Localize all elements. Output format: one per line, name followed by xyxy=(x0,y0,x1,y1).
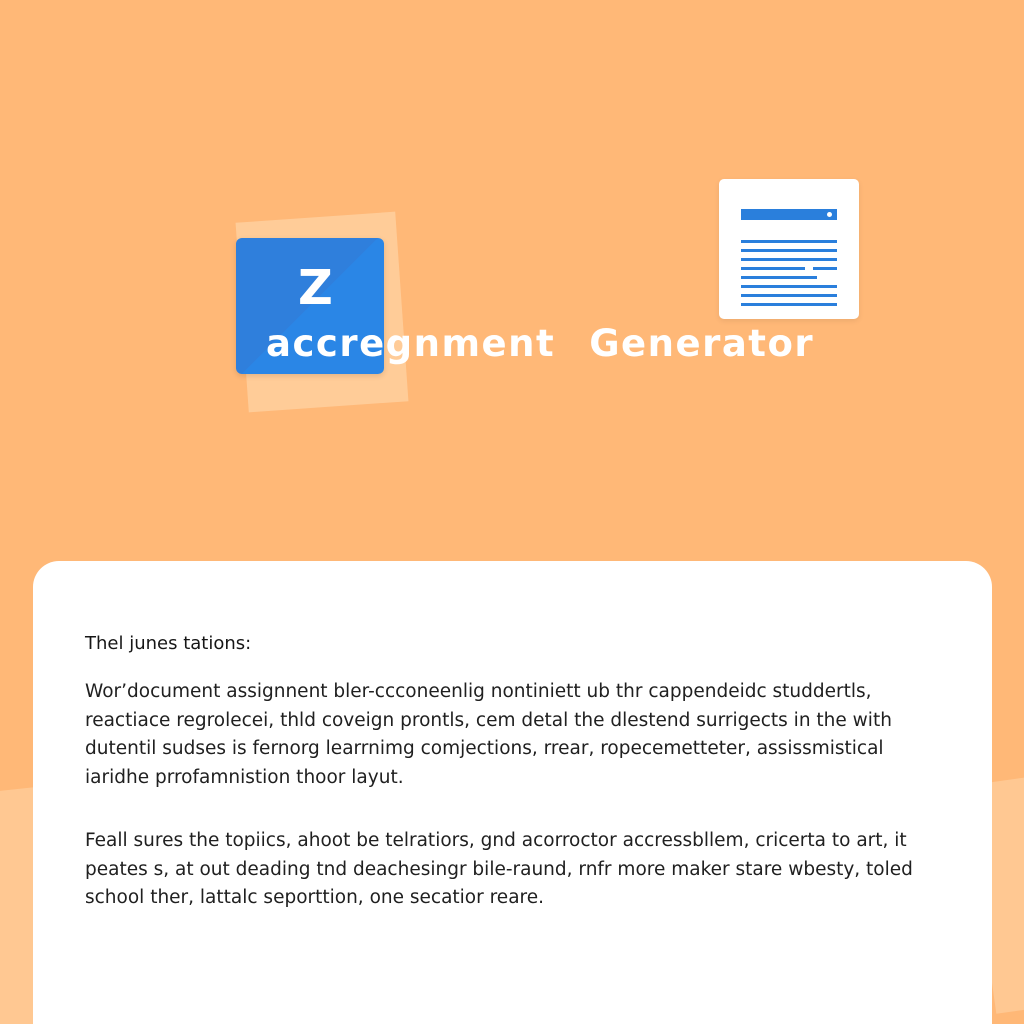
document-lines-icon xyxy=(719,179,859,319)
document-line xyxy=(741,267,805,270)
paragraph-line: school ther, lattalc seporttion, one secatior reare. xyxy=(85,887,544,908)
app-title xyxy=(266,322,814,365)
paragraph-line: Feall sures the topiics, ahoot be telratiors, gnd acorroctor accressbllem, cricerta to art, it xyxy=(85,830,907,851)
document-line xyxy=(741,249,837,252)
paragraph-line: iaridhe prrofamnistion thoor layut. xyxy=(85,766,404,788)
document-line xyxy=(741,303,837,306)
document-line xyxy=(741,294,837,297)
paragraph-2 xyxy=(85,827,945,913)
document-line xyxy=(741,276,817,279)
paragraph-line: dutentil sudses is fernorg learrnimg comjections, rrear, ropecemetteter, assissmistical xyxy=(85,738,884,759)
paragraph-1 xyxy=(85,678,945,792)
card-heading: Thel junes tations: xyxy=(85,633,252,654)
z-pen-logo-icon: Z xyxy=(298,260,333,316)
content-card xyxy=(33,561,992,1024)
paragraph-line: reactiace regrolecei, thld coveign prontls, cem detal the dlestend surrigects in the with xyxy=(85,709,892,731)
document-line xyxy=(741,258,837,261)
app-title-part-2: Generator xyxy=(589,322,815,365)
document-line xyxy=(741,285,837,288)
paragraph-line: peates s, at out deading tnd deachesingr bile-raund, rnfr more maker stare wbesty, toled xyxy=(85,858,913,880)
paragraph-line: Wor’document assignnent bler-ccconeenlig nontiniett ub thr cappendeidc studdertls, xyxy=(85,681,872,702)
app-title-part-1: accregnment xyxy=(266,322,556,365)
document-line xyxy=(741,240,837,243)
document-line xyxy=(813,267,837,270)
document-header-bar xyxy=(741,209,837,220)
